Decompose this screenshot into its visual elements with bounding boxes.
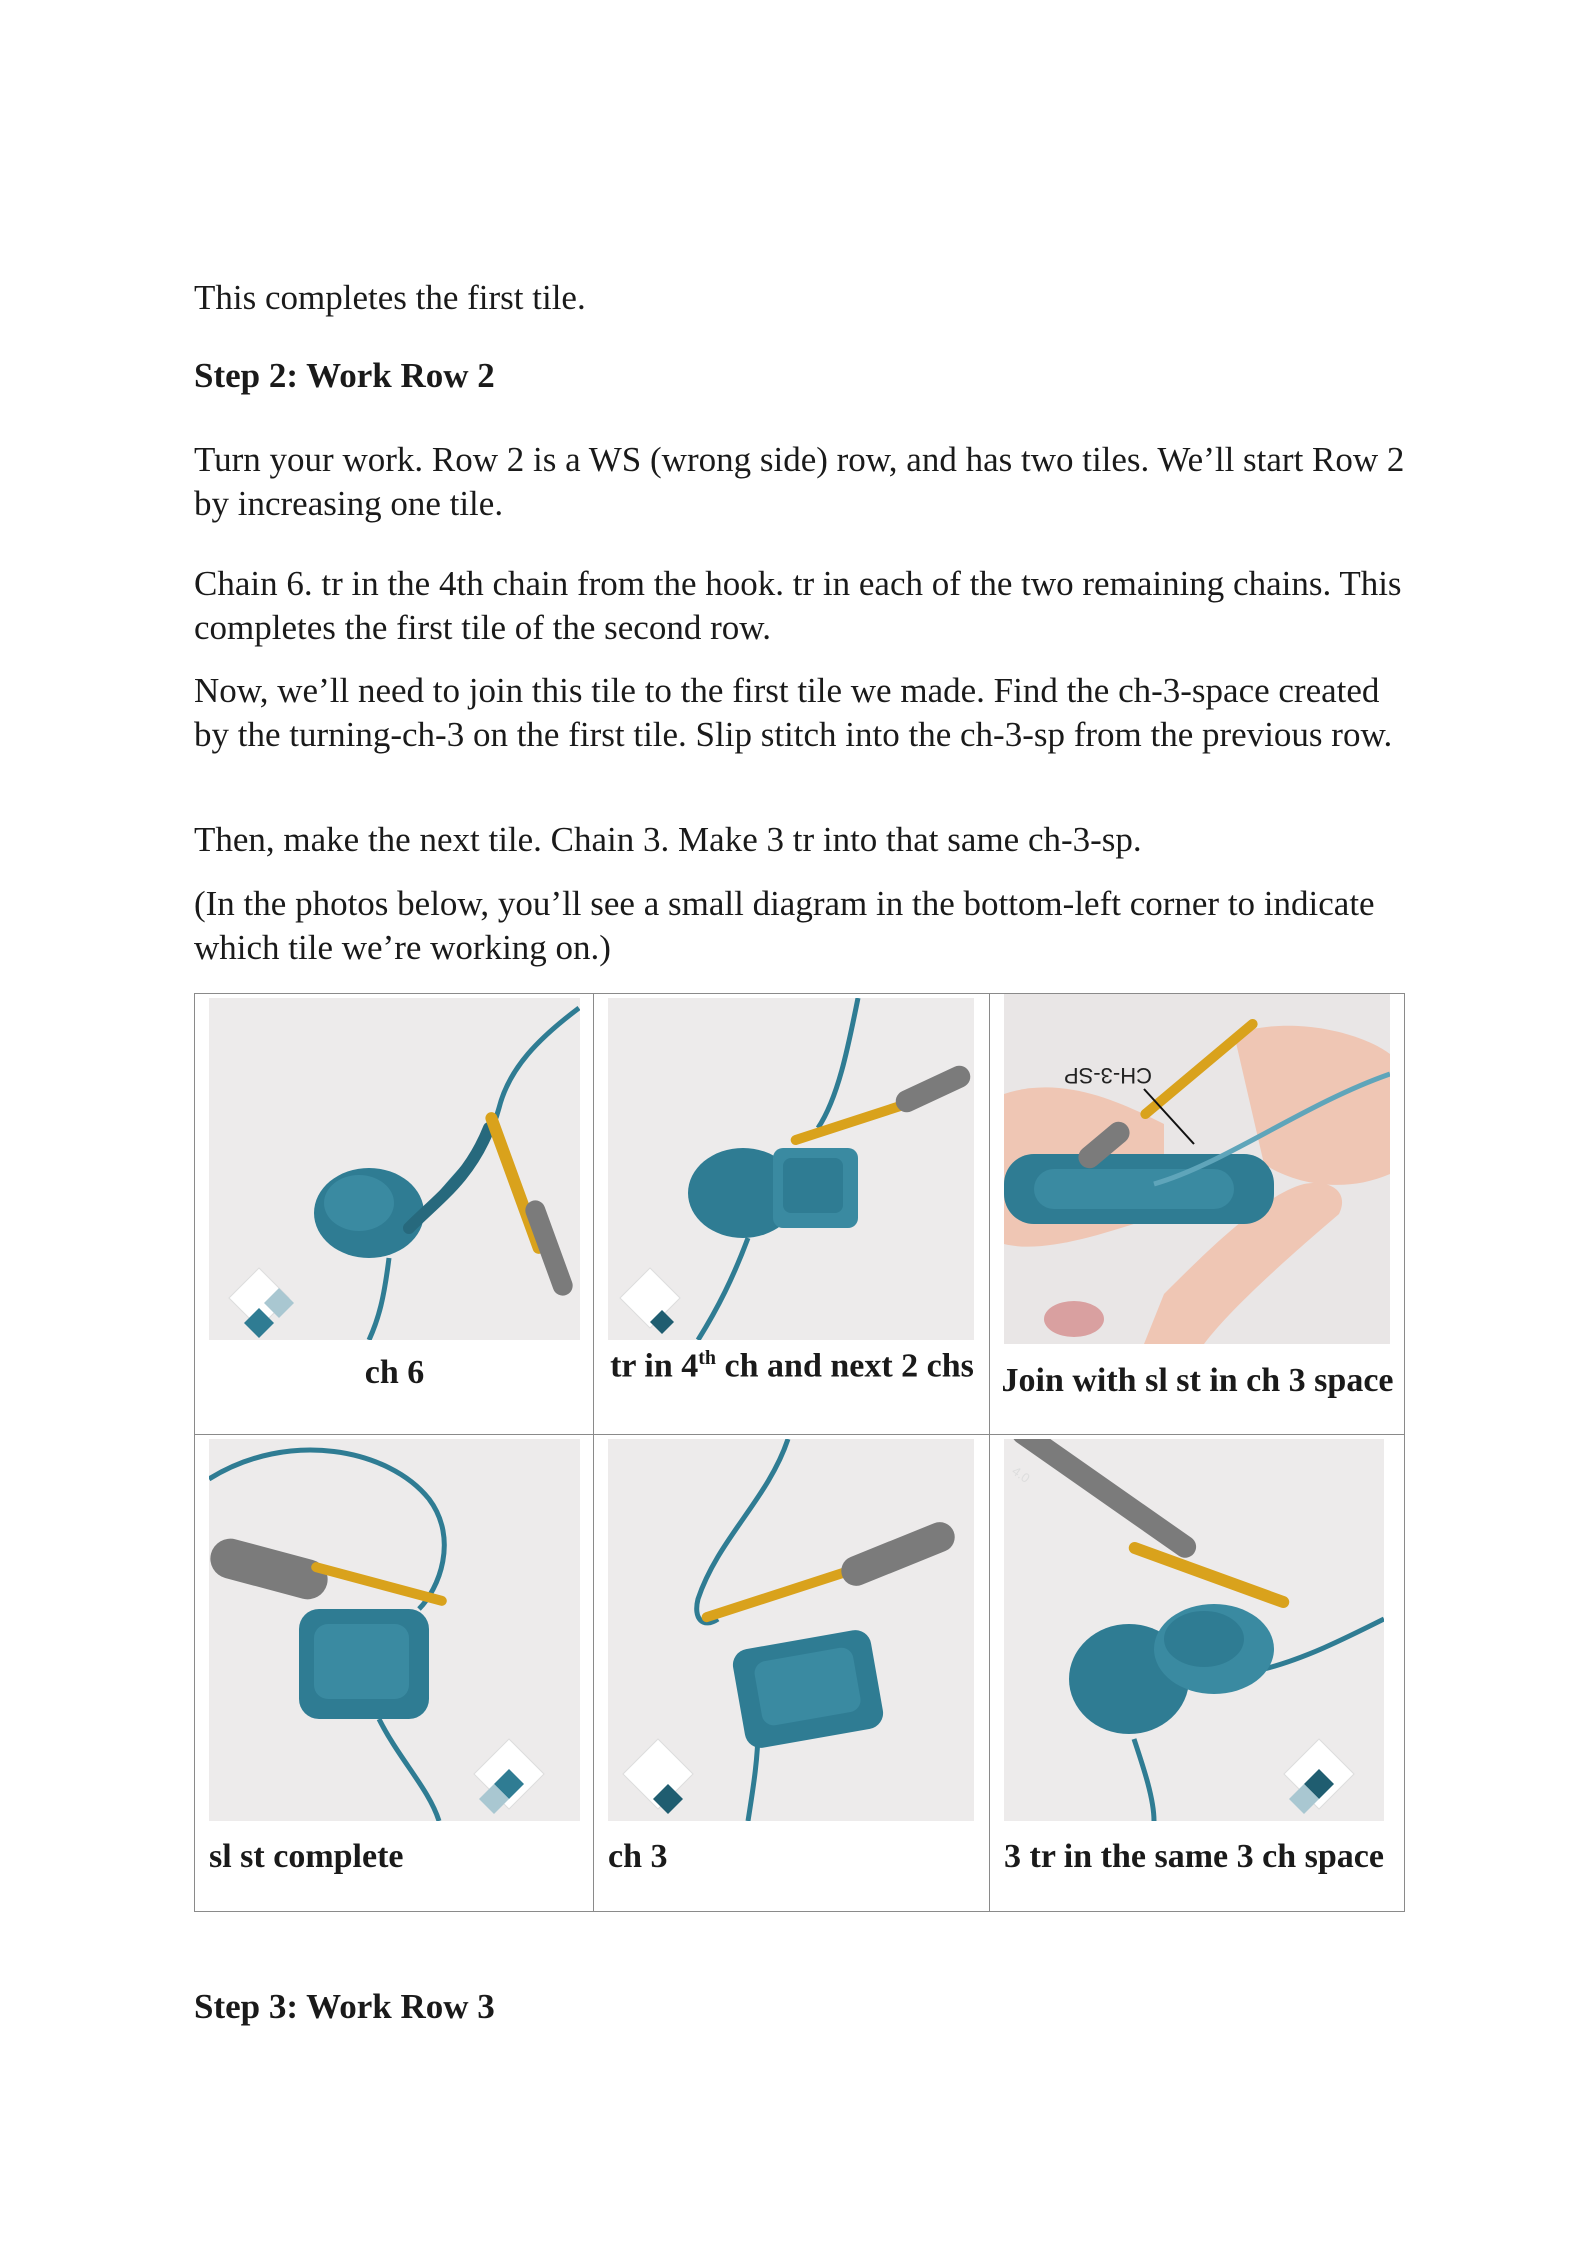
hook-size-text: 4.0	[1009, 1463, 1033, 1486]
caption-tr-post: ch and next 2 chs	[716, 1347, 974, 1385]
photo-cell-3tr	[990, 1435, 1405, 1912]
caption-ch6: ch 6	[364, 1354, 425, 1391]
caption-sl-st-complete: sl st complete	[209, 1838, 404, 1875]
paragraph-join-tile: Now, we’ll need to join this tile to the first tile we made. Find the ch-3-space created by the turning-ch-3 on the first tile. Slip stitch into the ch-3-sp from the previous row.	[194, 671, 1393, 754]
photo-ch3	[608, 1439, 974, 1821]
ch-3-sp-label: CH-3-SP	[1064, 1063, 1153, 1088]
photo-tr-in-4th	[608, 998, 974, 1340]
caption-tr-sup: th	[698, 1347, 717, 1369]
caption-tr-in-4th	[594, 1336, 990, 1388]
paragraph-turn-work: Turn your work. Row 2 is a WS (wrong side) row, and has two tiles. We’ll start Row 2 by increasing one tile.	[194, 440, 1405, 523]
photo-cell-ch6	[195, 994, 594, 1435]
caption-ch3: ch 3	[608, 1838, 668, 1875]
photo-cell-tr-in-4th	[594, 994, 990, 1435]
caption-tr-pre: tr in 4	[610, 1347, 699, 1385]
photo-ch6	[209, 998, 580, 1340]
photo-table	[194, 993, 1405, 1912]
photo-sl-st-complete	[209, 1439, 580, 1821]
paragraph-next-tile: Then, make the next tile. Chain 3. Make 3 tr into that same ch-3-sp.	[194, 820, 1142, 859]
photo-cell-ch3	[594, 1435, 990, 1912]
caption-join: Join with sl st in ch 3 space	[1001, 1362, 1394, 1399]
photo-cell-join	[990, 994, 1405, 1435]
photo-join	[1004, 994, 1390, 1344]
photo-3tr	[1004, 1439, 1384, 1821]
paragraph-photo-note: (In the photos below, you’ll see a small diagram in the bottom-left corner to indicate which tile we’re working on.)	[194, 884, 1375, 967]
intro-text: This completes the first tile.	[194, 278, 586, 317]
step-3-heading: Step 3: Work Row 3	[194, 1987, 495, 2026]
caption-3tr: 3 tr in the same 3 ch space	[1004, 1838, 1384, 1875]
step-2-heading: Step 2: Work Row 2	[194, 356, 495, 395]
paragraph-chain-6: Chain 6. tr in the 4th chain from the hook. tr in each of the two remaining chains. This completes the first tile of the second row.	[194, 564, 1402, 647]
photo-cell-sl-st-complete	[195, 1435, 594, 1912]
